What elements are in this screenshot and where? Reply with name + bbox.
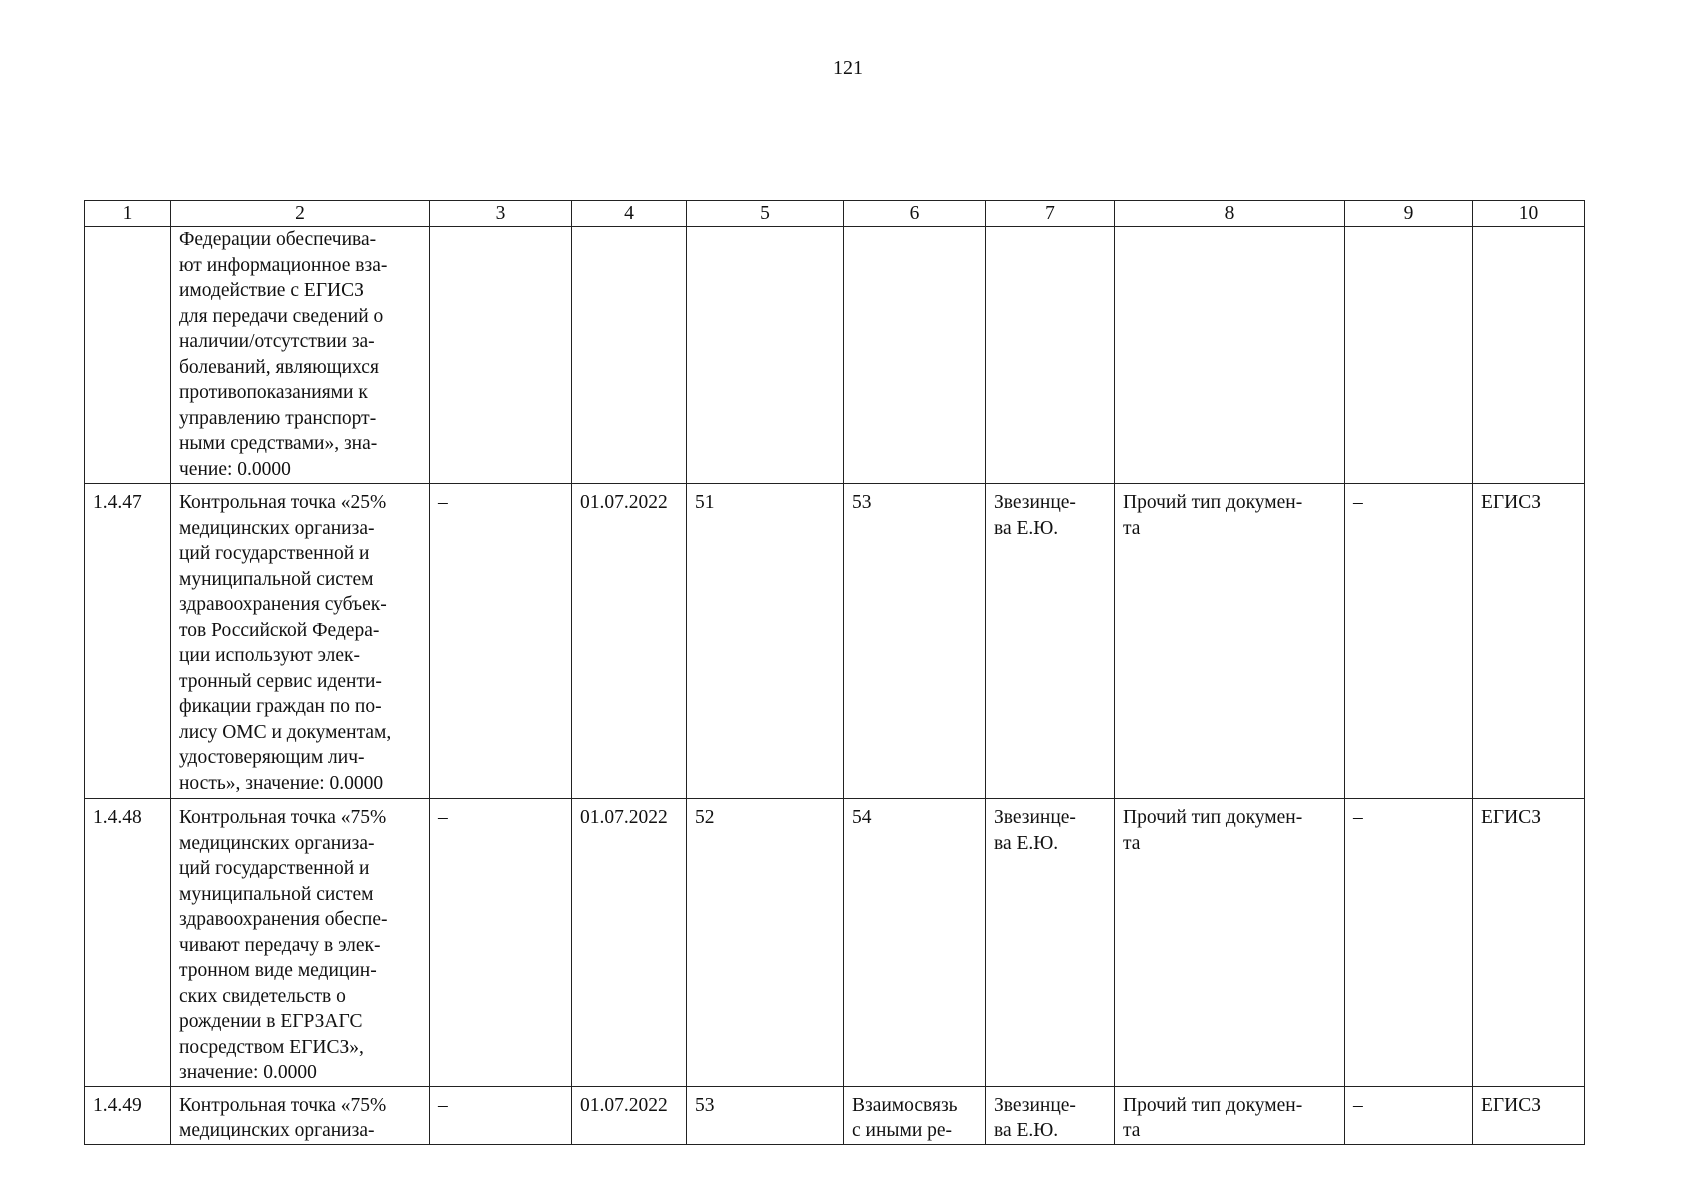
table-cell: – [1345, 484, 1473, 799]
table-cell [1115, 227, 1345, 484]
column-header: 10 [1473, 201, 1585, 227]
column-header: 5 [687, 201, 844, 227]
column-header: 8 [1115, 201, 1345, 227]
table-cell: 53 [844, 484, 986, 799]
table-cell: Федерации обеспечива- ют информационное вза- имодействие с ЕГИСЗ для передачи сведений о наличии/отсутствии за- болеваний, являющихся противопоказаниями к управлению транспорт- ными средствами», зна- чение: 0.0000 [171, 227, 430, 484]
column-header: 4 [572, 201, 687, 227]
table-cell: 1.4.49 [85, 1086, 171, 1144]
column-header: 1 [85, 201, 171, 227]
table-cell [844, 227, 986, 484]
table-cell: Контрольная точка «75% медицинских организа- [171, 1086, 430, 1144]
table-cell: 01.07.2022 [572, 799, 687, 1087]
table-cell: – [1345, 1086, 1473, 1144]
table-cell: – [430, 1086, 572, 1144]
table-cell: Прочий тип докумен- та [1115, 484, 1345, 799]
table-cell: 1.4.48 [85, 799, 171, 1087]
table-cell: – [430, 799, 572, 1087]
table-cell: ЕГИСЗ [1473, 1086, 1585, 1144]
table-cell: 51 [687, 484, 844, 799]
column-header: 9 [1345, 201, 1473, 227]
page-number: 121 [833, 57, 863, 79]
document-table [84, 200, 1585, 1145]
table-cell: Прочий тип докумен- та [1115, 799, 1345, 1087]
table-cell: 01.07.2022 [572, 484, 687, 799]
table-cell: 54 [844, 799, 986, 1087]
table-cell: Контрольная точка «25% медицинских организа- ций государственной и муниципальной систем здравоохранения субъек- тов Российской Федера- ции используют элек- тронный сервис иденти- фикации граждан по по- лису ОМС и документам, удостоверяющим лич- ность», значение: 0.0000 [171, 484, 430, 799]
column-header: 3 [430, 201, 572, 227]
table-cell [85, 227, 171, 484]
table-cell [572, 227, 687, 484]
table-cell: 52 [687, 799, 844, 1087]
table-cell [430, 227, 572, 484]
table-cell [986, 227, 1115, 484]
table-row [85, 227, 1585, 484]
table-cell: ЕГИСЗ [1473, 799, 1585, 1087]
table-cell: Звезинце- ва Е.Ю. [986, 799, 1115, 1087]
table-row [85, 1086, 1585, 1144]
table-cell: Звезинце- ва Е.Ю. [986, 1086, 1115, 1144]
table-cell: 01.07.2022 [572, 1086, 687, 1144]
table-cell: ЕГИСЗ [1473, 484, 1585, 799]
table-cell: Звезинце- ва Е.Ю. [986, 484, 1115, 799]
table-cell: Прочий тип докумен- та [1115, 1086, 1345, 1144]
table-cell: 1.4.47 [85, 484, 171, 799]
table-cell: Контрольная точка «75% медицинских организа- ций государственной и муниципальной систем здравоохранения обеспе- чивают передачу в элек- тронном виде медицин- ских свидетельств о рождении в ЕГРЗАГС посредством ЕГИСЗ», значение: 0.0000 [171, 799, 430, 1087]
table-cell [687, 227, 844, 484]
table-cell: Взаимосвязь с иными ре- [844, 1086, 986, 1144]
table-cell: – [1345, 799, 1473, 1087]
table-cell [1345, 227, 1473, 484]
table-row [85, 799, 1585, 1087]
column-header: 2 [171, 201, 430, 227]
table-cell: 53 [687, 1086, 844, 1144]
column-header: 6 [844, 201, 986, 227]
table-row [85, 484, 1585, 799]
column-header: 7 [986, 201, 1115, 227]
table-cell [1473, 227, 1585, 484]
table-cell: – [430, 484, 572, 799]
table-header-row [85, 201, 1585, 227]
